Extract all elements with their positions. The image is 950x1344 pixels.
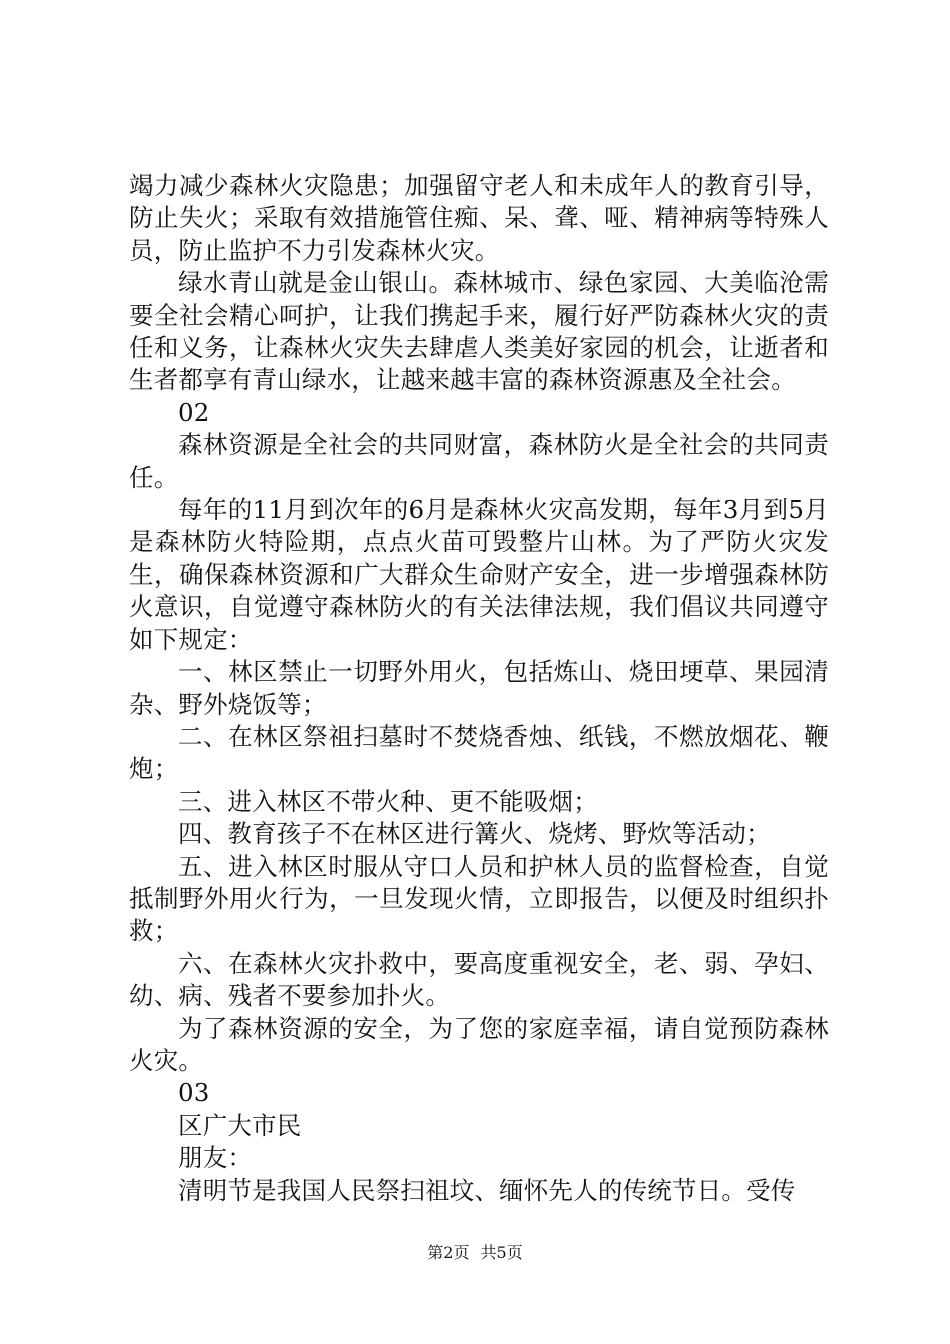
rule-item-6: 六、在森林火灾扑救中，要高度重视安全，老、弱、孕妇、幼、病、残者不要参加扑火。 — [129, 948, 829, 1011]
paragraph: 清明节是我国人民祭扫祖坟、缅怀先人的传统节日。受传 — [178, 1175, 796, 1205]
paragraph: 森林资源是全社会的共同财富，森林防火是全社会的共同责任。 — [129, 430, 829, 492]
document-body — [129, 170, 829, 1207]
section-number: 02 — [178, 397, 210, 427]
rule-item-4: 四、教育孩子不在林区进行篝火、烧烤、野炊等活动； — [178, 819, 771, 849]
page-number-footer: 第2页 共5页 — [427, 1243, 523, 1262]
rule-item-3: 三、进入林区不带火种、更不能吸烟； — [178, 786, 598, 816]
paragraph: 每年的11月到次年的6月是森林火灾高发期，每年3月到5月是森林防火特险期，点点火苗可毁整片山林。为了严防火灾发生，确保森林资源和广大群众生命财产安全，进一步增强森林防火意识，自觉遵守森林防火的有关法律法规，我们倡议共同遵守如下规定： — [129, 495, 829, 654]
salutation-line: 区广大市民 — [178, 1110, 302, 1140]
rule-item-5: 五、进入林区时服从守口人员和护林人员的监督检查，自觉抵制野外用火行为，一旦发现火情，立即报告，以便及时组织扑救； — [129, 851, 829, 946]
rule-item-2: 二、在林区祭祖扫墓时不焚烧香烛、纸钱，不燃放烟花、鞭炮； — [129, 721, 829, 784]
paragraph: 竭力减少森林火灾隐患；加强留守老人和未成年人的教育引导，防止失火；采取有效措施管住痴、呆、聋、哑、精神病等特殊人员，防止监护不力引发森林火灾。 — [129, 171, 829, 265]
paragraph: 绿水青山就是金山银山。森林城市、绿色家园、大美临沧需要全社会精心呵护，让我们携起手来，履行好严防森林火灾的责任和义务，让森林火灾失去肆虐人类美好家园的机会，让逝者和生者都享有青山绿水，让越来越丰富的森林资源惠及全社会。 — [129, 268, 829, 395]
salutation-line: 朋友： — [178, 1143, 253, 1173]
rule-item-1: 一、林区禁止一切野外用火，包括炼山、烧田埂草、果园清杂、野外烧饭等； — [129, 657, 829, 719]
paragraph: 为了森林资源的安全，为了您的家庭幸福，请自觉预防森林火灾。 — [129, 1013, 829, 1075]
section-number: 03 — [178, 1078, 210, 1108]
